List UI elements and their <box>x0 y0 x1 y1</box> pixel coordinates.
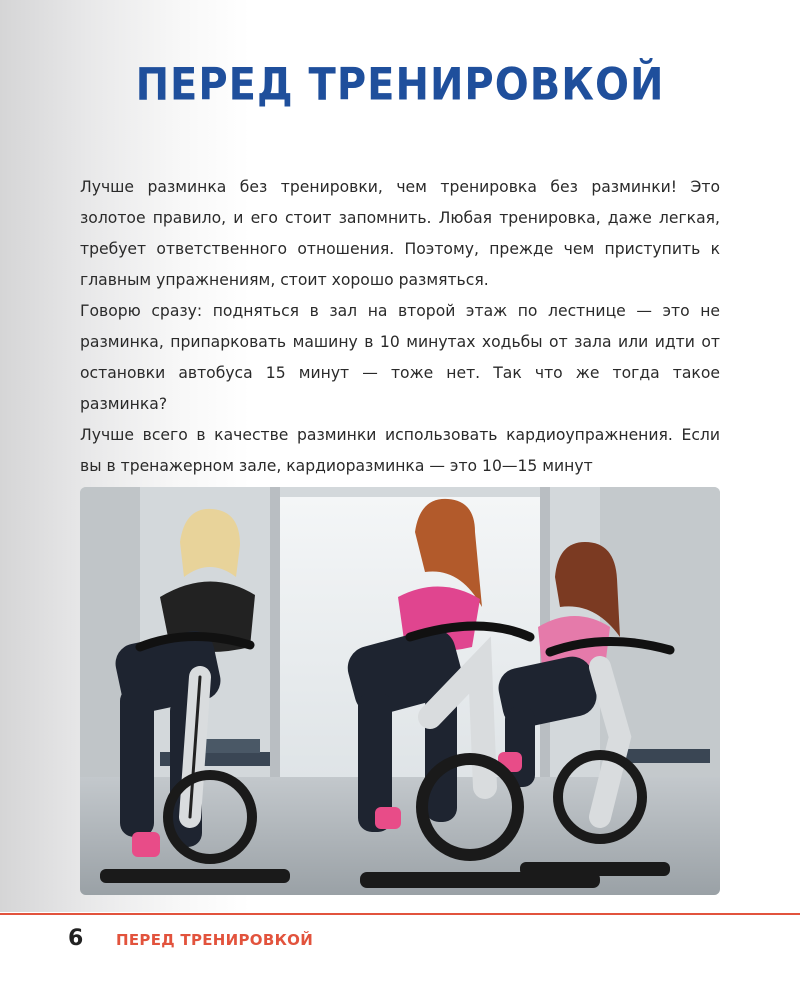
footer-rule <box>0 913 800 915</box>
page-title: ПЕРЕД ТРЕНИРОВКОЙ <box>135 59 665 111</box>
paragraph: Говорю сразу: подняться в зал на второй этаж по лестнице — это не разминка, припарковать машину в 10 минутах ходьбы от зала или идти от остановки автобуса 15 минут — тоже нет. Так что же тогда такое разминка? <box>80 302 720 413</box>
paragraph: Лучше разминка без тренировки, чем тренировка без разминки! Это золотое правило, и его стоит запомнить. Любая тренировка, даже легкая, требует ответственного отношения. Поэтому, прежде чем приступить к главным упражнениям, стоит хорошо размяться. <box>80 178 720 289</box>
running-title: ПЕРЕД ТРЕНИРОВКОЙ <box>116 931 314 949</box>
spinning-class-photo <box>80 487 720 895</box>
page-number: 6 <box>68 926 84 951</box>
paragraph: Лучше всего в качестве разминки использовать кардиоупражнения. Если вы в тренажерном зале, кардиоразминка — это 10—15 минут <box>80 426 720 475</box>
body-text <box>80 172 720 482</box>
